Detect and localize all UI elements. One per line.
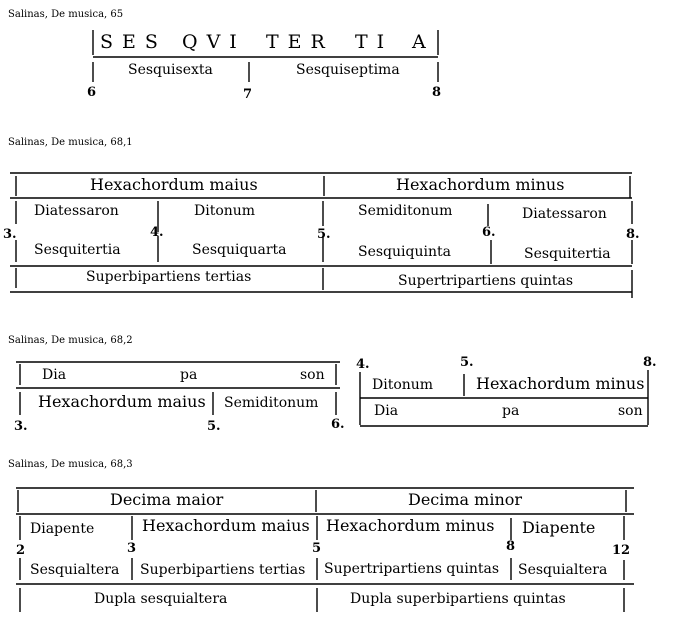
d3-left-num-3: 6.: [331, 417, 345, 432]
d1-ratio-2: Sesquiseptima: [296, 62, 400, 78]
d4-row3-3: Supertripartiens quintas: [324, 561, 500, 577]
d2-row3-4: Sesquitertia: [524, 246, 611, 262]
d2-row1-2: Hexachordum minus: [396, 175, 565, 194]
d3-left-row2-1: Hexachordum maius: [38, 392, 206, 411]
d2-row4-2: Supertripartiens quintas: [398, 273, 574, 289]
d3-left-row2-2: Semiditonum: [224, 395, 319, 411]
caption-d1: Salinas, De musica, 65: [8, 9, 124, 20]
d2-row3-2: Sesquiquarta: [192, 242, 287, 258]
d2-row2-3: Semiditonum: [358, 203, 453, 219]
d3-right-num-3: 8.: [643, 355, 657, 370]
d3-right-row2-3: son: [618, 403, 643, 419]
d1-num-1: 6: [87, 85, 97, 100]
d3-right-num-1: 4.: [356, 357, 370, 372]
d1-head-3: TER: [266, 31, 334, 53]
d4-num-4: 8: [506, 539, 516, 554]
d1-ratio-1: Sesquisexta: [128, 62, 213, 78]
d1-num-2: 7: [243, 87, 253, 102]
d2-row2-4: Diatessaron: [522, 206, 607, 222]
d3-right-num-2: 5.: [460, 355, 474, 370]
d1-head-2: QVI: [182, 31, 246, 53]
d4-row3-2: Superbipartiens tertias: [140, 562, 306, 578]
d3-left-num-2: 5.: [207, 419, 221, 434]
d3-left-row1-2: pa: [180, 367, 198, 383]
d1-head-1: SES: [100, 31, 167, 53]
d2-row1-1: Hexachordum maius: [90, 175, 258, 194]
d4-row4-2: Dupla superbipartiens quintas: [350, 591, 566, 607]
d3-left-row1-1: Dia: [42, 367, 67, 383]
d4-row3-4: Sesquialtera: [518, 562, 608, 578]
d2-num-3: 5.: [317, 227, 331, 242]
d3-right-row2-1: Dia: [374, 403, 399, 419]
d2-row3-3: Sesquiquinta: [358, 244, 451, 260]
d2-row4-1: Superbipartiens tertias: [86, 269, 252, 285]
d1-num-3: 8: [432, 85, 442, 100]
d2-num-1: 3.: [3, 227, 17, 242]
d4-row2-1: Diapente: [30, 521, 95, 537]
d3-right-row1-1: Ditonum: [372, 377, 434, 393]
d4-num-1: 2: [16, 543, 26, 558]
caption-d2: Salinas, De musica, 68,1: [8, 137, 133, 148]
d2-num-2: 4.: [150, 225, 164, 240]
d2-row2-2: Ditonum: [194, 203, 256, 219]
d3-left-row1-3: son: [300, 367, 325, 383]
d4-row2-4: Diapente: [522, 518, 596, 537]
d1-head-4: TI: [355, 31, 394, 53]
d2-num-4: 6.: [482, 225, 496, 240]
caption-d4: Salinas, De musica, 68,3: [8, 459, 133, 470]
caption-d3: Salinas, De musica, 68,2: [8, 335, 133, 346]
d3-left-num-1: 3.: [14, 419, 28, 434]
d4-num-5: 12: [612, 543, 631, 558]
d4-num-2: 3: [127, 541, 137, 556]
d4-row2-3: Hexachordum minus: [326, 516, 495, 535]
d4-row3-1: Sesquialtera: [30, 562, 120, 578]
d2-num-5: 8.: [626, 227, 640, 242]
d4-row4-1: Dupla sesquialtera: [94, 591, 228, 607]
d4-row1-2: Decima minor: [408, 490, 523, 509]
d4-num-3: 5: [312, 541, 322, 556]
d3-right-row1-2: Hexachordum minus: [476, 374, 645, 393]
d2-row3-1: Sesquitertia: [34, 242, 121, 258]
d4-row1-1: Decima maior: [110, 490, 224, 509]
d2-row2-1: Diatessaron: [34, 203, 119, 219]
d4-row2-2: Hexachordum maius: [142, 516, 310, 535]
d1-head-5: A: [412, 31, 435, 53]
d3-right-row2-2: pa: [502, 403, 520, 419]
